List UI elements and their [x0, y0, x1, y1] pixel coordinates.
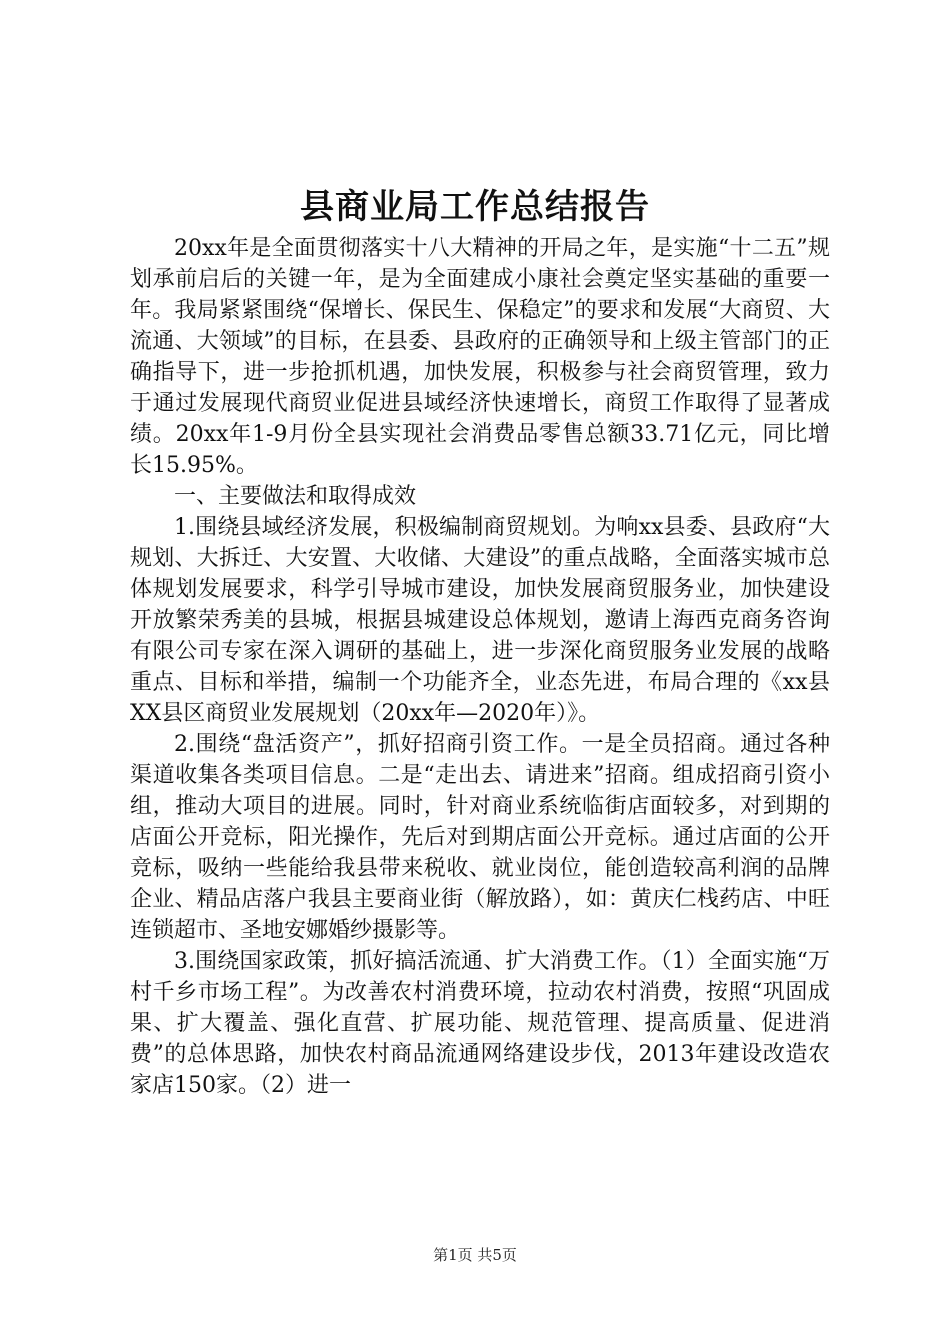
document-title: 县商业局工作总结报告	[300, 187, 650, 227]
section-paragraph-1: 1.围绕县域经济发展，积极编制商贸规划。为响xx县委、县政府“大规划、大拆迁、大安置、大收储、大建设”的重点战略，全面落实城市总体规划发展要求，科学引导城市建设，加快发展商贸服务业，加快建设开放繁荣秀美的县城，根据县城建设总体规划，邀请上海西克商务咨询有限公司专家在深入调研的基础上，进一步深化商贸服务业发展的战略重点、目标和举措，编制一个功能齐全，业态先进，布局合理的《xx县XX县区商贸业发展规划（20xx年—2020年）》。	[130, 515, 830, 726]
section-paragraph-2: 2.围绕“盘活资产”，抓好招商引资工作。一是全员招商。通过各种渠道收集各类项目信息。二是“走出去、请进来”招商。组成招商引资小组，推动大项目的进展。同时，针对商业系统临街店面较多，对到期的店面公开竞标，阳光操作，先后对到期店面公开竞标。通过店面的公开竞标，吸纳一些能给我县带来税收、就业岗位，能创造较高利润的品牌企业、精品店落户我县主要商业街（解放路），如：黄庆仁栈药店、中旺连锁超市、圣地安娜婚纱摄影等。	[130, 732, 830, 943]
section-paragraph-3: 3.围绕国家政策，抓好搞活流通、扩大消费工作。（1）全面实施“万村千乡市场工程”。为改善农村消费环境，拉动农村消费，按照“巩固成果、扩大覆盖、强化直营、扩展功能、规范管理、提高质量、促进消费”的总体思路，加快农村商品流通网络建设步伐，2013年建设改造农家店150家。（2）进一	[130, 949, 830, 1098]
section-heading: 一、主要做法和取得成效	[174, 484, 417, 509]
intro-paragraph: 20xx年是全面贯彻落实十八大精神的开局之年，是实施“十二五”规划承前启后的关键一年，是为全面建成小康社会奠定坚实基础的重要一年。我局紧紧围绕“保增长、保民生、保稳定”的要求和发展“大商贸、大流通、大领域”的目标，在县委、县政府的正确领导和上级主管部门的正确指导下，进一步抢抓机遇，加快发展，积极参与社会商贸管理，致力于通过发展现代商贸业促进县域经济快速增长，商贸工作取得了显著成绩。20xx年1-9月份全县实现社会消费品零售总额33.71亿元，同比增长15.95%。	[130, 236, 830, 478]
page-footer: 第1页 共5页	[433, 1246, 517, 1264]
document-body	[130, 233, 830, 1101]
